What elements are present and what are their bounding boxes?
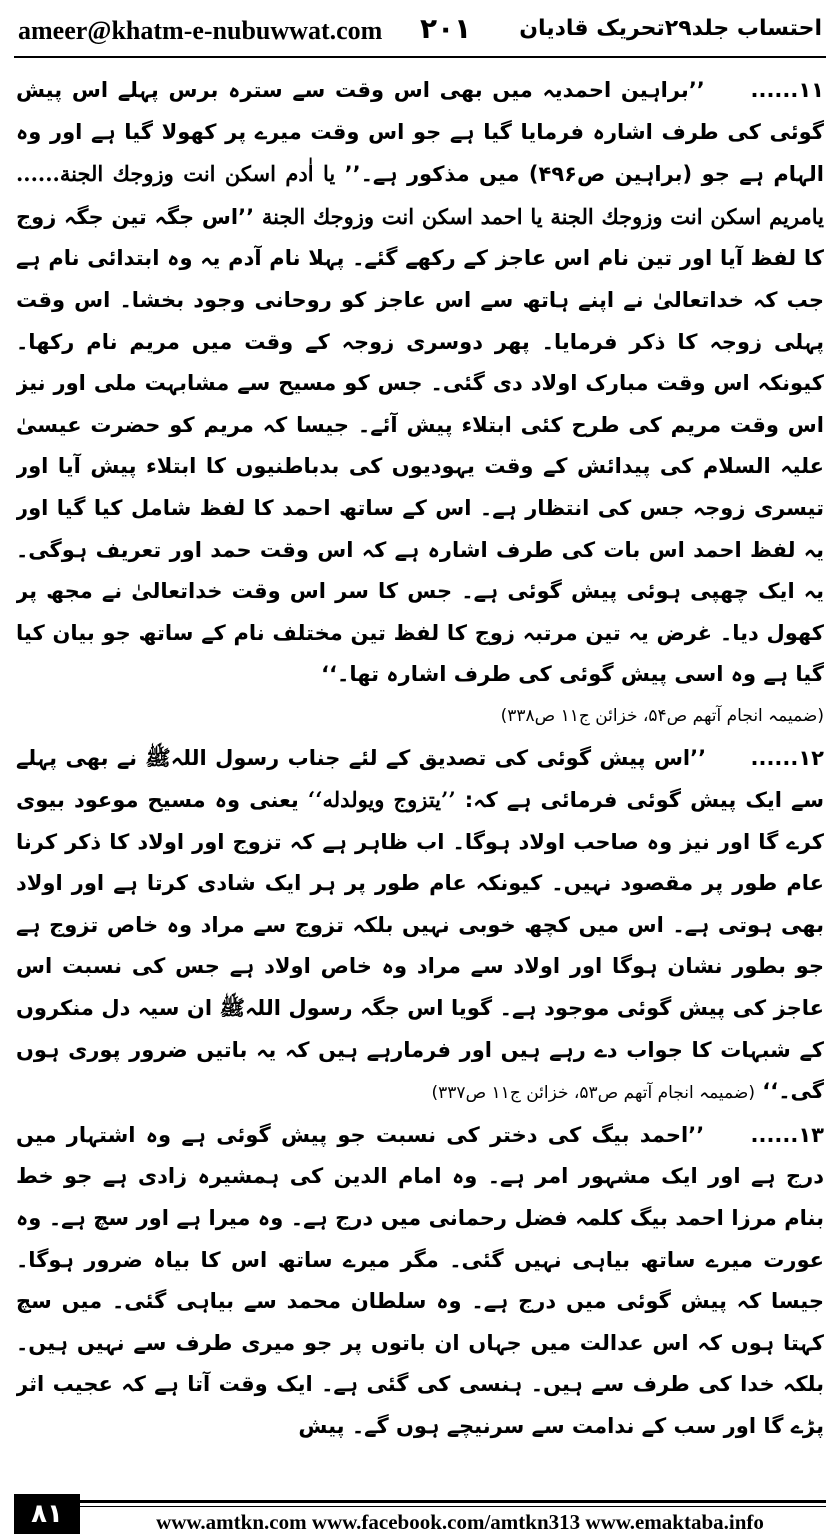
citation: (ضمیمہ انجام آتھم ص۵۳، خزائن ج۱۱ ص۳۳۷): [431, 1083, 755, 1104]
paragraph-13: [16, 1115, 824, 1448]
header-divider: [14, 56, 826, 58]
header-page-number: ۲۰۱: [420, 12, 472, 45]
header-email: ameer@khatm-e-nubuwwat.com: [18, 16, 383, 45]
page-header: [18, 14, 822, 54]
page-footer: [14, 1494, 826, 1540]
footer-website-links: www.amtkn.com www.facebook.com/amtkn313 www.emaktaba.info: [156, 1510, 764, 1534]
paragraph-number: ۱۳......: [750, 1122, 824, 1147]
paragraph-text: ’’اس جگہ تین جگہ زوج کا لفظ آیا اور تین نام اس عاجز کے رکھے گئے۔ پہلا نام آدم یہ وہ ابتدائی نام ہے جب کہ خداتعالیٰ نے اپنے ہاتھ سے اس عاجز کو روحانی وجود بخشا۔ اس وقت پہلی زوجہ کا ذکر فرمایا۔ پھر دوسری زوجہ کے وقت میں مریم نام رکھا۔ کیونکہ اس وقت مبارک اولاد دی گئی۔ جس کو مسیح سے مشابہت ملی اور نیز اس وقت مریم کی طرح کئی ابتلاء پیش آئے۔ جیسا کہ مریم کو حضرت عیسیٰ علیہ السلام کی پیدائش کے وقت یہودیوں کی بدباطنیوں کا ابتلاء پیش آیا اور تیسری زوجہ جس کی انتظار ہے۔ اس کے ساتھ احمد کا لفظ شامل کیا گیا اور یہ لفظ احمد اس بات کی طرف اشارہ ہے کہ اس وقت حمد اور تعریف ہوگی۔ یہ ایک چھپی ہوئی پیش گوئی ہے۔ جس کا سر اس وقت خداتعالیٰ نے مجھ پر کھول دیا۔ غرض یہ تین مرتبہ زوج کا لفظ تین مختلف نام کے ساتھ جو بیان کیا گیا ہے وہ اسی پیش گوئی کی طرف اشارہ تھا۔‘‘: [16, 204, 824, 687]
paragraph-text: ’’براہین احمدیہ میں بھی اس وقت سے سترہ برس پہلے اس پیش گوئی کی طرف اشارہ فرمایا گیا ہے جو اس وقت میرے پر کھولا گیا ہے اور وہ الہام ہے جو (براہین ص۴۹۶) میں مذکور ہے۔’’: [16, 78, 824, 187]
paragraph-number: ۱۱......: [750, 78, 824, 102]
page-body: [16, 70, 824, 1480]
paragraph-number: ۱۲......: [750, 745, 824, 770]
folio-number: ۸۱: [14, 1494, 80, 1534]
paragraph-text: یعنی وہ مسیح موعود بیوی کرے گا اور نیز وہ صاحب اولاد ہوگا۔ اب ظاہر ہے کہ تزوج اور اولاد کا ذکر کرنا عام طور پر مقصود نہیں۔ کیونکہ عام طور پر ہر ایک شادی کرتا ہے اور اولاد بھی ہوتی ہے۔ اس میں کچھ خوبی نہیں بلکہ تزوج سے مراد وہ خاص تزوج ہے جو بطور نشان ہوگا اور اولاد سے مراد وہ خاص اولاد ہے جس کی نسبت اس عاجز کی پیش گوئی موجود ہے۔ گویا اس جگہ رسول اللہﷺ ان سیہ دل منکروں کے شبہات کا جواب دے رہے ہیں اور فرمارہے ہیں کہ یہ باتیں ضرور پوری ہوں گی۔‘‘: [16, 788, 824, 1104]
paragraph-12: [16, 738, 824, 1115]
arabic-quote: یا اٰدم اسکن انت وزوجك الجنة...... یامریم اسکن انت وزوجك الجنة یا احمد اسکن انت وزوجك الجنة: [16, 161, 824, 229]
citation: (ضمیمہ انجام آتھم ص۵۴، خزائن ج۱۱ ص۳۳۸): [500, 705, 824, 726]
paragraph-text: ’’اس پیش گوئی کی تصدیق کے لئے جناب رسول اللہﷺ نے بھی پہلے سے ایک پیش گوئی فرمائی ہے کہ:: [16, 745, 824, 813]
arabic-quote: ’’یتزوج ویولدله‘‘: [307, 787, 456, 813]
header-book-title: احتساب جلد۲۹تحریک قادیان: [519, 16, 822, 41]
paragraph-11: [16, 70, 824, 696]
footer-divider-thin: [80, 1506, 826, 1507]
footer-divider: [80, 1500, 826, 1503]
paragraph-text: ’’احمد بیگ کی دختر کی نسبت جو پیش گوئی ہے وہ اشتہار میں درج ہے اور ایک مشہور امر ہے۔ وہ امام الدین کی ہمشیرہ زادی ہے جو خط بنام مرزا احمد بیگ کلمہ فضل رحمانی میں درج ہے۔ وہ میرا ہے اور سچ ہے۔ وہ عورت میرے ساتھ بیاہی نہیں گئی۔ مگر میرے ساتھ اس کا بیاہ ضرور ہوگا۔ جیسا کہ پیش گوئی میں درج ہے۔ وہ سلطان محمد سے بیاہی گئی۔ میں سچ کہتا ہوں کہ اس عدالت میں جہاں ان باتوں پر جو میری طرف سے نہیں ہیں۔ بلکہ خدا کی طرف سے ہیں۔ ہنسی کی گئی ہے۔ ایک وقت آتا ہے کہ عجیب اثر پڑے گا اور سب کے ندامت سے سرنیچے ہوں گے۔ پیش: [16, 1122, 824, 1438]
